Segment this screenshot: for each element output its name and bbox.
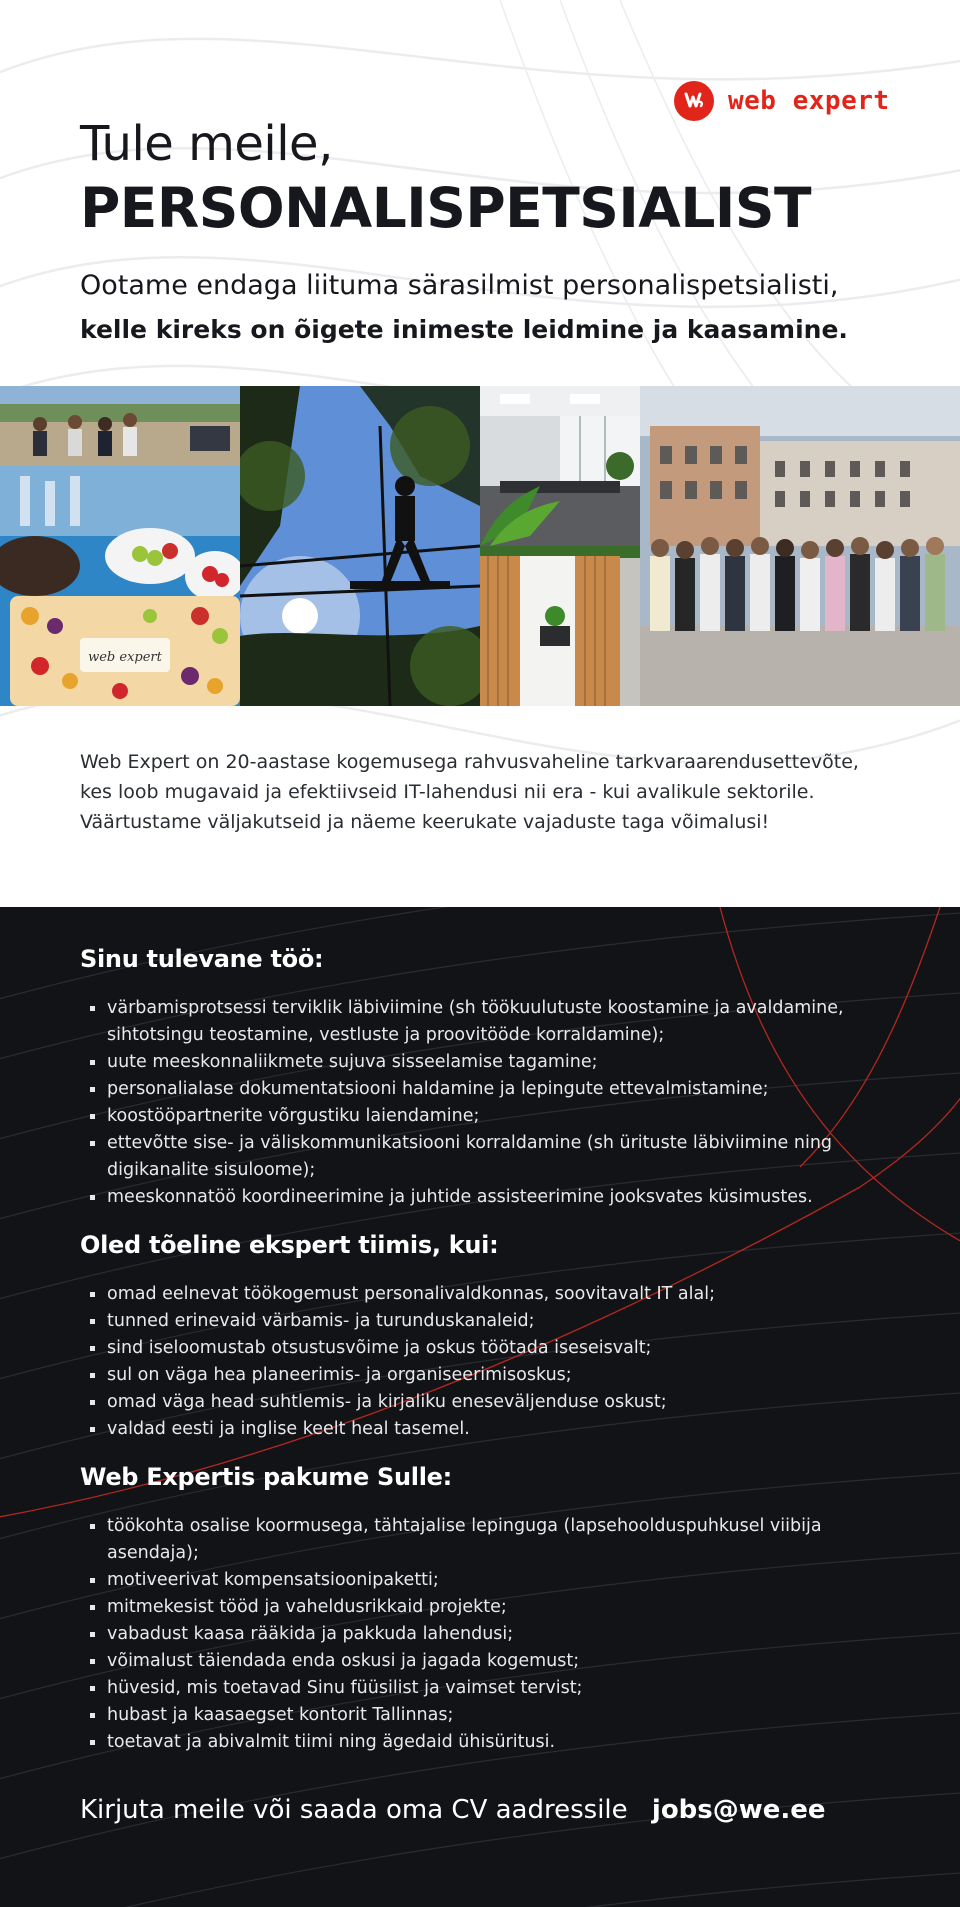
list-item: personalialase dokumentatsiooni haldamine ja lepingute ettevalmistamine; (80, 1076, 880, 1103)
list-item: mitmekesist tööd ja vaheldusrikkaid projekte; (80, 1594, 880, 1621)
photo-adventure-park (240, 386, 480, 706)
contact-email: jobs@we.ee (651, 1795, 826, 1825)
intro-regular: Ootame endaga liituma särasilmist personalispetsialisti, (80, 270, 839, 301)
future-work-list (80, 995, 880, 1211)
photo-team-venice (640, 386, 960, 706)
web-expert-logo-text: web expert (728, 86, 890, 116)
contact-text: Kirjuta meile või saada oma CV aadressile (80, 1795, 628, 1825)
list-item: uute meeskonnaliikmete sujuva sisseelamise tagamine; (80, 1049, 880, 1076)
list-item: värbamisprotsessi terviklik läbiviimine (sh töökuulutuste koostamine ja avaldamine, sihtotsingu teostamine, vestluste ja proovitööde korraldamine); (80, 995, 880, 1049)
intro-bold: kelle kireks on õigete inimeste leidmine ja kaasamine. (80, 315, 848, 344)
list-item: hüvesid, mis toetavad Sinu füüsilist ja vaimset tervist; (80, 1675, 880, 1702)
list-item: tunned erinevaid värbamis- ja turunduskanaleid; (80, 1308, 880, 1335)
contact-email-link[interactable] (646, 1795, 832, 1825)
list-item: sul on väga hea planeerimis- ja organiseerimisoskus; (80, 1362, 880, 1389)
list-item: töökohta osalise koormusega, tähtajalise lepinguga (lapsehoolduspuhkusel viibija asendaja); (80, 1513, 880, 1567)
job-title: PERSONALISPETSIALIST (80, 176, 811, 240)
list-item: motiveerivat kompensatsioonipaketti; (80, 1567, 880, 1594)
web-expert-logo (674, 80, 890, 122)
photo-fruit-cake (0, 466, 240, 706)
photo-team-outdoors (0, 386, 240, 466)
header-section (0, 0, 960, 907)
list-item: toetavat ja abivalmit tiimi ning ägedaid ühisüritusi. (80, 1729, 880, 1756)
list-item: omad eelnevat töökogemust personalivaldkonnas, soovitavalt IT alal; (80, 1281, 880, 1308)
list-item: koostööpartnerite võrgustiku laiendamine; (80, 1103, 880, 1130)
list-item: vabadust kaasa rääkida ja pakkuda lahendusi; (80, 1621, 880, 1648)
list-item: omad väga head suhtlemis- ja kirjaliku eneseväljenduse oskust; (80, 1389, 880, 1416)
offer-list (80, 1513, 880, 1756)
list-item: võimalust täiendada enda oskusi ja jagada kogemust; (80, 1648, 880, 1675)
list-item: hubast ja kaasaegset kontorit Tallinnas; (80, 1702, 880, 1729)
list-item: meeskonnatöö koordineerimine ja juhtide assisteerimine jooksvates küsimustes. (80, 1184, 880, 1211)
expert-list (80, 1281, 880, 1443)
future-work-title: Sinu tulevane töö: (80, 945, 324, 973)
list-item: ettevõtte sise- ja väliskommunikatsiooni korraldamine (sh ürituste läbiviimine ning digikanalite sisuloome); (80, 1130, 880, 1184)
web-expert-logo-icon (674, 81, 714, 121)
photo-office-interior (480, 386, 640, 546)
offer-title: Web Expertis pakume Sulle: (80, 1463, 452, 1491)
list-item: sind iseloomustab otsustusvõime ja oskus töötada iseseisvalt; (80, 1335, 880, 1362)
photo-collage (0, 386, 960, 706)
expert-title: Oled tõeline ekspert tiimis, kui: (80, 1231, 499, 1259)
job-details-section (0, 907, 960, 1907)
list-item: valdad eesti ja inglise keelt heal tasemel. (80, 1416, 880, 1443)
cake-logo-text: web expert (88, 650, 162, 665)
intro-text (80, 264, 900, 352)
hero-greeting: Tule meile, (80, 116, 333, 172)
photo-office-doors (480, 546, 640, 706)
company-description: Web Expert on 20-aastase kogemusega rahvusvaheline tarkvaraarendusettevõte, kes loob mugavaid ja efektiivseid IT-lahendusi nii era - kui avalikule sektorile. Väärtustame väljakutseid ja näeme keerukate vajaduste taga võimalusi! (80, 751, 859, 833)
contact-line (80, 1795, 832, 1825)
